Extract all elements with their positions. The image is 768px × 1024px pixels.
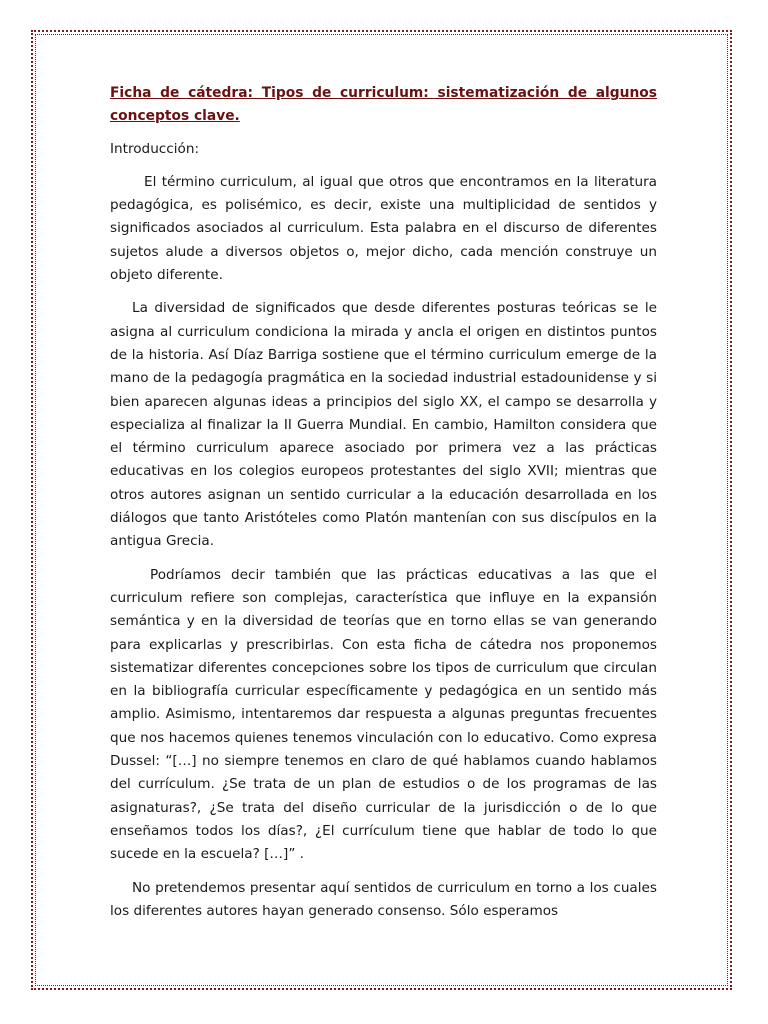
section-heading: Introducción: — [110, 140, 200, 157]
paragraph-4: No pretendemos presentar aquí sentidos de curriculum en torno a los cuales los diferentes autores hayan generado consenso. Sólo esperamos — [110, 879, 657, 919]
paragraph-3: Podríamos decir también que las prácticas educativas a las que el curriculum refiere son complejas, característica que influye en la expansión semántica y en la diversidad de teorías que en torno ellas se van generando para explicarlas y prescribirlas. Con esta ficha de cátedra nos proponemos sistematizar diferentes concepciones sobre los tipos de curriculum que circulan en la bibliografía curricular específicamente y pedagógica en un sentido más amplio. Asimismo, intentaremos dar respuesta a algunas preguntas frecuentes que nos hacemos quienes tenemos vinculación con lo educativo. Como expresa Dussel: “[…] no siempre tenemos en claro de qué hablamos cuando hablamos del currículum. ¿Se trata de un plan de estudios o de los programas de las asignaturas?, ¿Se trata del diseño curricular de la jurisdicción o de lo que enseñamos todos los días?, ¿El currículum tiene que hablar de todo lo que sucede en la escuela? […]” . — [110, 566, 657, 863]
document-title: Ficha de cátedra: Tipos de curriculum: sistematización de algunos conceptos clave. — [110, 85, 657, 125]
paragraph-1: El término curriculum, al igual que otros que encontramos en la literatura pedagógica, es polisémico, es decir, existe una multiplicidad de sentidos y significados asociados al curriculum. Esta palabra en el discurso de diferentes sujetos alude a diversos objetos o, mejor dicho, cada mención construye un objeto diferente. — [110, 173, 657, 284]
document-body — [110, 82, 657, 933]
paragraph-2: La diversidad de significados que desde diferentes posturas teóricas se le asigna al curriculum condiciona la mirada y ancla el origen en distintos puntos de la historia. Así Díaz Barriga sostiene que el término curriculum emerge de la mano de la pedagogía pragmática en la sociedad industrial estadounidense y si bien aparecen algunas ideas a principios del siglo XX, el campo se desarrolla y especializa al finalizar la II Guerra Mundial. En cambio, Hamilton considera que el término curriculum aparece asociado por primera vez a las prácticas educativas en los colegios europeos protestantes del siglo XVII; mientras que otros autores asignan un sentido curricular a la educación desarrollada en los diálogos que tanto Aristóteles como Platón mantenían con sus discípulos en la antigua Grecia. — [110, 300, 657, 550]
